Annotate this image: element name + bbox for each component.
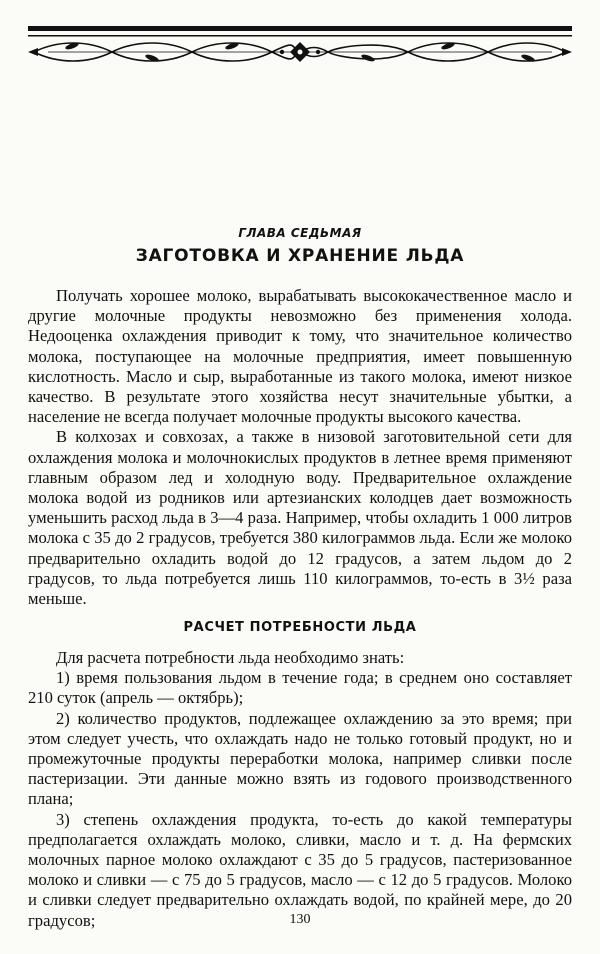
section-title: РАСЧЕТ ПОТРЕБНОСТИ ЛЬДА [183,620,417,635]
section-list-item-1: 1) время пользования льдом в течение года; в среднем оно составляет 210 суток (апрель — октябрь); [28,668,572,708]
section-paragraph-lead: Для расчета потребности льда необходимо знать: [56,648,405,667]
section-list-item-3: 3) степень охлаждения продукта, то-есть до какой температуры предполагается охлаждать молоко, сливки, масло и т. д. На фермских молочных парное молоко охлаждают с 35 до 5 градусов, пастеризованное молоко и сливки — с 75 до 5 градусов, масло — с 12 до 5 градусов. Молоко и сливки следует предварительно охлаждать водой, по крайней мере, до 20 градусов; [28,809,572,930]
chapter-title: ЗАГОТОВКА И ХРАНЕНИЕ ЛЬДА [135,246,465,266]
intro-text [28,286,572,609]
section-list-item-2: 2) количество продуктов, подлежащее охлаждению за это время; при этом следует учесть, что охлаждать надо не только готовый продукт, но и промежуточные продукты переработки молока, например сливки после пастеризации. Эти данные можно взять из годового производственного плана; [28,708,572,809]
intro-paragraph-1: Получать хорошее молоко, вырабатывать высококачественное масло и другие молочные продукты невозможно без применения холода. Недооценка охлаждения приводит к тому, что значительное количество молока, поступающее на молочные предприятия, имеет повышенную кислотность. Масло и сыр, выработанные из такого молока, имеют низкое качество. В результате этого хозяйства несут значительные убытки, а население не всегда получает молочные продукты высокого качества. [28,286,572,427]
ornament-bottom-rule [28,35,572,37]
intro-paragraph-2: В колхозах и совхозах, а также в низовой заготовительной сети для охлаждения молока и молочнокислых продуктов в летнее время применяют главным образом лед и холодную воду. Предварительное охлаждение молока водой из родников или артезианских колодцев дает возможность уменьшить расход льда в 3—4 раза. Например, чтобы охладить 1 000 литров молока с 35 до 2 градусов, требуется 380 килограммов льда. Если же молоко предварительно охладить водой до 12 градусов, а затем льдом до 2 градусов, то льда потребуется лишь 110 килограммов, то-есть в 3½ раза меньше. [28,427,572,609]
page-number: 130 [289,912,311,927]
ornament-top-rule [28,26,572,31]
chapter-label: ГЛАВА СЕДЬМАЯ [238,226,362,240]
section-text [28,648,572,931]
header-ornament [28,26,572,78]
